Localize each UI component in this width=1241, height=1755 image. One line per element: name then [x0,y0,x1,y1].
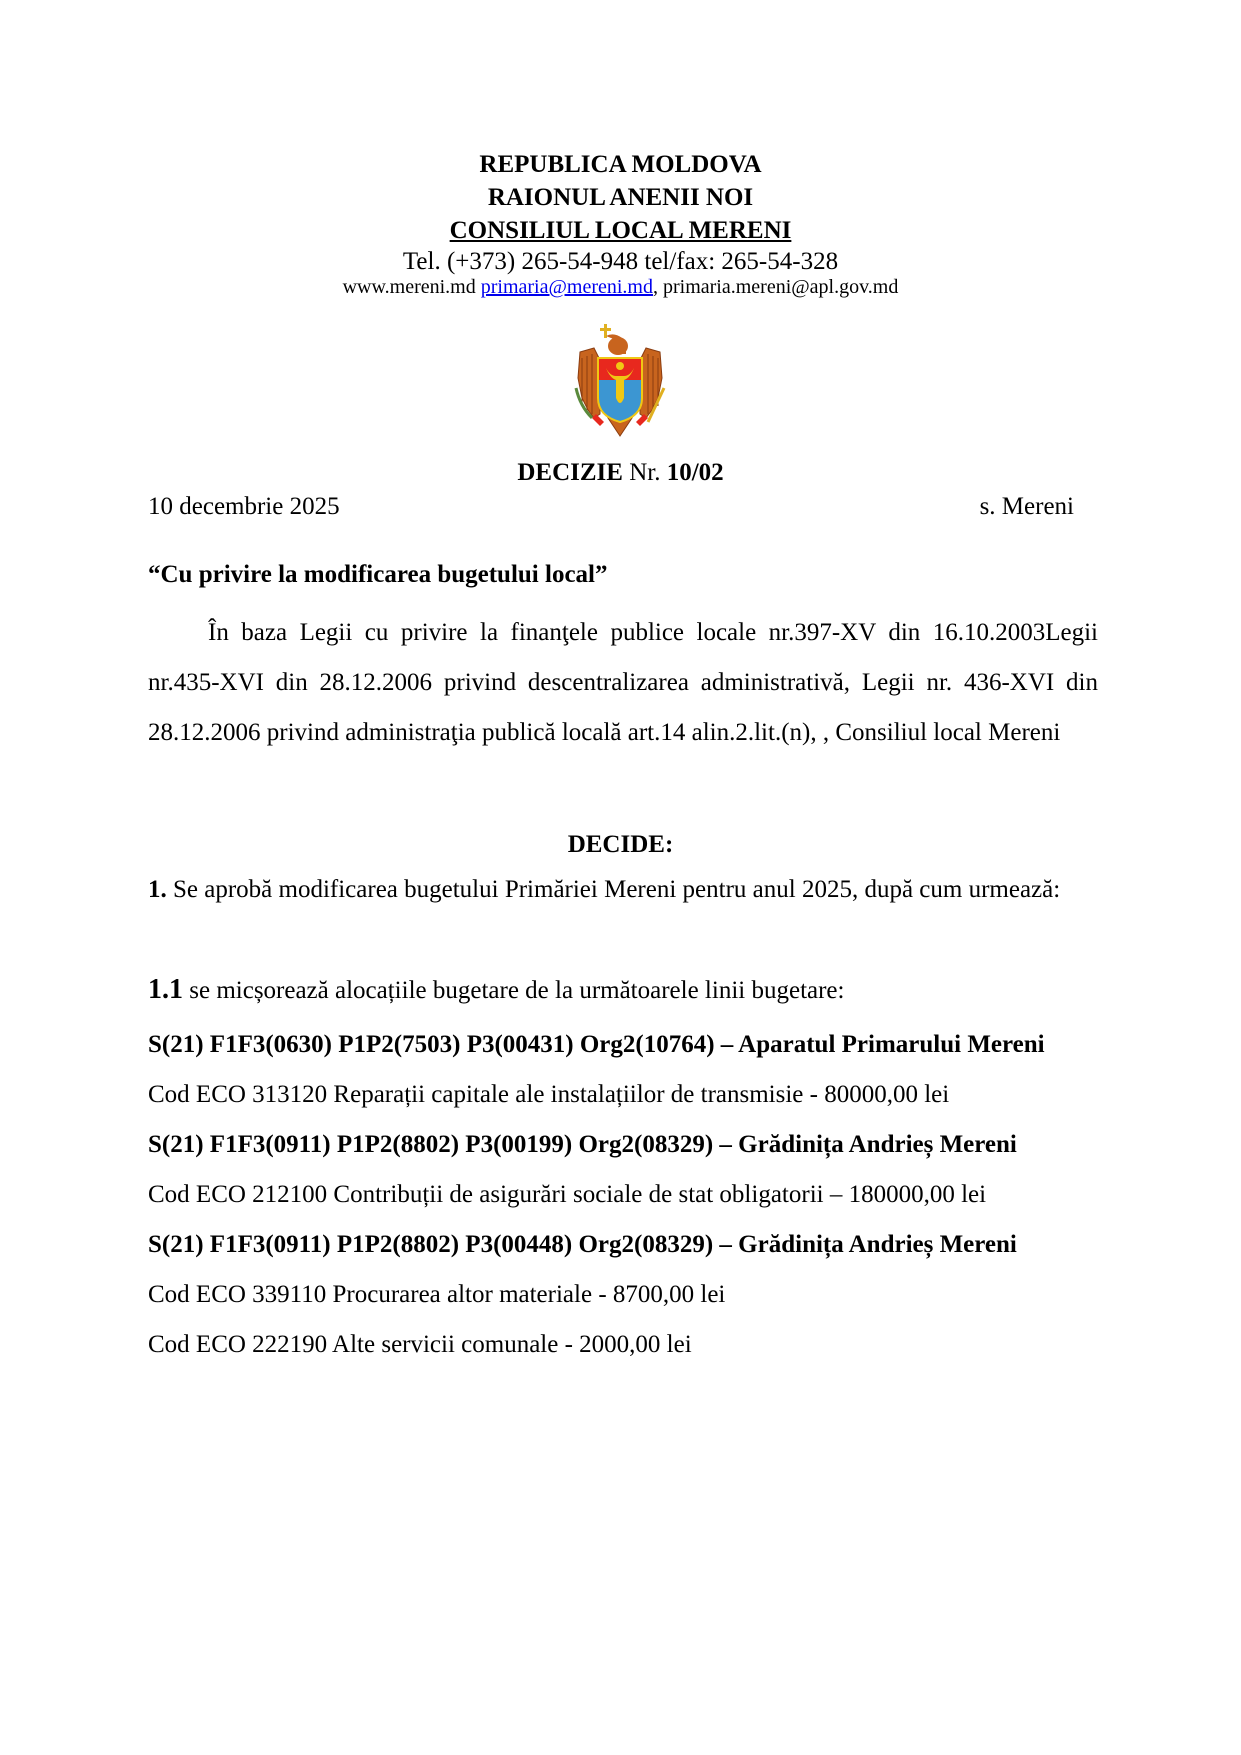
country-name: REPUBLICA MOLDOVA [479,151,762,178]
decision-label: DECIZIE [517,459,623,486]
email-separator: , [652,276,658,298]
decision-number: 10/02 [666,459,724,486]
council-name: CONSILIUL LOCAL MERENI [449,217,792,244]
moldova-coat-of-arms-icon [560,318,680,438]
district-name: RAIONUL ANENII NOI [487,184,754,211]
budget-line-code: S(21) F1F3(0911) P1P2(8802) P3(00199) Org2(08329) – Grădinița Andrieș Mereni [148,1131,1017,1158]
point-1-1-number: 1.1 [148,974,183,1005]
date-place-line [148,492,1074,522]
point-1-1 [148,970,1098,1011]
decision-date: 10 decembrie 2025 [148,493,340,520]
phone-line: Tel. (+373) 265-54-948 tel/fax: 265-54-328 [402,248,839,275]
budget-line-group [148,1120,1098,1220]
eco-item: Cod ECO 313120 Reparații capitale ale instalațiilor de transmisie - 80000,00 lei [148,1081,950,1108]
eco-item: Cod ECO 212100 Contribuții de asigurări sociale de stat obligatorii – 180000,00 lei [148,1181,987,1208]
budget-line-code: S(21) F1F3(0630) P1P2(7503) P3(00431) Org2(10764) – Aparatul Primarului Mereni [148,1031,1045,1058]
budget-line-group [148,1220,1098,1370]
eco-item: Cod ECO 339110 Procurarea altor materiale - 8700,00 lei [148,1281,726,1308]
website-text: www.mereni.md [342,276,476,298]
point-1-number: 1. [148,876,167,903]
secondary-email: primaria.mereni@apl.gov.md [662,276,899,298]
preamble-paragraph: În baza Legii cu privire la finanţele publice locale nr.397-XV din 16.10.2003Legii nr.435-XVI din 28.12.2006 privind descentralizarea administrativă, Legii nr. 436-XVI din 28.12.2006 privind administraţia publică locală art.14 alin.2.lit.(n), , Consiliul local Mereni [148,619,1098,746]
point-1-text: Se aprobă modificarea bugetului Primăriei Mereni pentru anul 2025, după cum urmează: [166,876,1061,903]
decide-heading: DECIDE: [567,831,674,858]
decision-subject: “Cu privire la modificarea bugetului local” [148,561,608,588]
decision-title [0,458,1241,488]
decision-nr-label: Nr. [629,459,661,486]
budget-lines [148,1020,1098,1370]
budget-line-group [148,1020,1098,1120]
contact-line [0,274,1241,300]
email-link[interactable]: primaria@mereni.md [480,276,653,298]
eco-item: Cod ECO 222190 Alte servicii comunale - 2000,00 lei [148,1331,692,1358]
point-1-1-text: se micșorează alocațiile bugetare de la următoarele linii bugetare: [183,977,845,1004]
point-1 [148,865,1098,914]
budget-line-code: S(21) F1F3(0911) P1P2(8802) P3(00448) Org2(08329) – Grădinița Andrieș Mereni [148,1231,1017,1258]
letterhead [0,148,1241,300]
decision-place: s. Mereni [979,493,1074,520]
